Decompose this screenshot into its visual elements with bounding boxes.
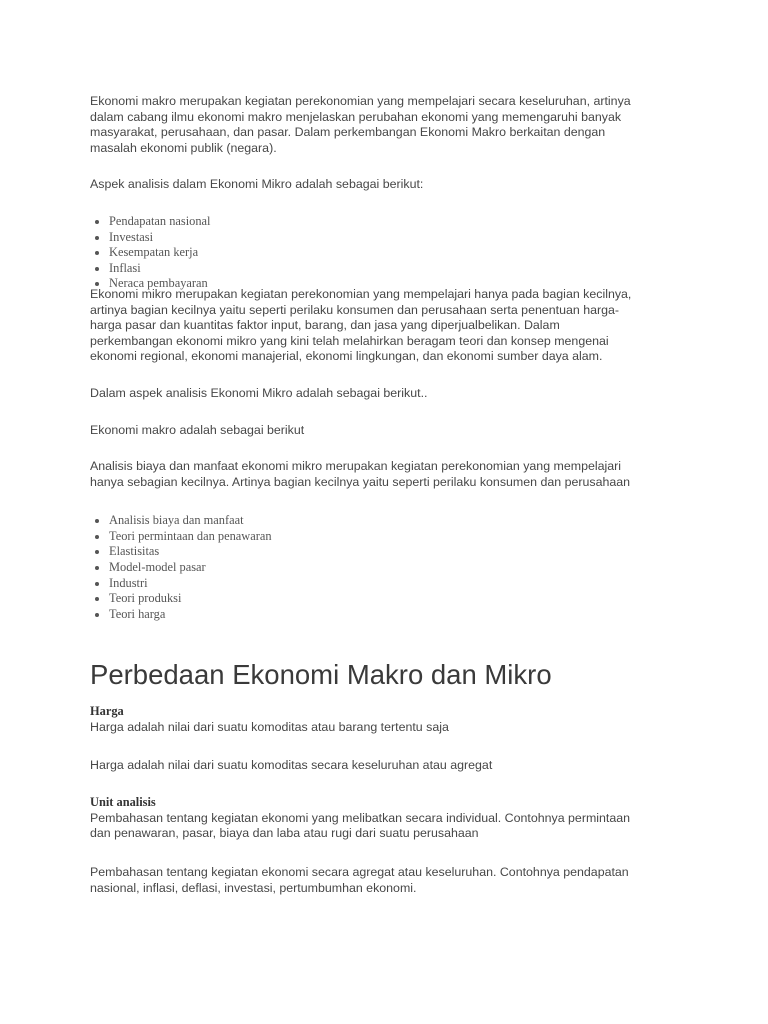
text-line: Pembahasan tentang kegiatan ekonomi secara agregat atau keseluruhan. Contohnya pendapatan: [90, 865, 629, 879]
text-line: dalam cabang ilmu ekonomi makro menjelaskan perubahan ekonomi yang memengaruhi banyak: [90, 109, 622, 124]
text-line: Analisis biaya dan manfaat ekonomi mikro merupakan kegiatan perekonomian yang mempelajari: [90, 459, 622, 474]
macro-is-heading: Ekonomi makro adalah sebagai berikut: [90, 422, 305, 437]
text-line: dan penawaran, pasar, biaya dan laba atau rugi dari suatu perusahaan: [90, 826, 479, 841]
micro-paragraph: [90, 287, 690, 365]
text-line: nasional, inflasi, deflasi, investasi, pertumbumhan ekonomi.: [90, 880, 417, 895]
text-line: Pembahasan tentang kegiatan ekonomi yang melibatkan secara individual. Contohnya permintaan: [90, 810, 631, 825]
intro-paragraph: [90, 94, 690, 156]
harga-micro: Harga adalah nilai dari suatu komoditas atau barang tertentu saja: [90, 720, 449, 735]
cost-benefit-paragraph: [90, 459, 690, 490]
list-item: • Neraca pembayaran: [109, 276, 690, 292]
text-line: masalah ekonomi publik (negara).: [90, 140, 277, 155]
list-item: • Industri: [109, 576, 690, 592]
list-item: • Teori harga: [109, 607, 690, 623]
unit-micro: [90, 811, 690, 842]
document-page: [90, 94, 690, 896]
list-item: • Analisis biaya dan manfaat: [109, 513, 690, 529]
list-item: • Pendapatan nasional: [109, 214, 690, 230]
list-item: • Inflasi: [109, 261, 690, 277]
text-line: perkembangan ekonomi mikro yang kini telah melahirkan beragam teori dan konsep mengenai: [90, 333, 609, 348]
text-line: hanya sebagian kecilnya. Artinya bagian kecilnya yaitu seperti perilaku konsumen dan perusahaan: [90, 474, 631, 489]
list-item: • Teori permintaan dan penawaran: [109, 529, 690, 545]
harga-macro: Harga adalah nilai dari suatu komoditas secara keseluruhan atau agregat: [90, 757, 493, 772]
list-item: • Model-model pasar: [109, 560, 690, 576]
list-item: • Kesempatan kerja: [109, 245, 690, 261]
unit-label: Unit analisis: [90, 795, 156, 810]
list-item: • Teori produksi: [109, 591, 690, 607]
aspect-micro-heading: Dalam aspek analisis Ekonomi Mikro adalah sebagai berikut..: [90, 385, 428, 400]
list-item: • Elastisitas: [109, 544, 690, 560]
list-item: • Investasi: [109, 230, 690, 246]
aspect-macro-heading: Aspek analisis dalam Ekonomi Mikro adalah sebagai berikut:: [90, 177, 424, 192]
text-line: Ekonomi mikro merupakan kegiatan perekonomian yang mempelajari hanya pada bagian kecilnya,: [90, 286, 632, 301]
unit-macro: [90, 865, 690, 896]
text-line: harga pasar dan kuantitas faktor input, barang, dan jasa yang diperjualbelikan. Dalam: [90, 318, 560, 333]
harga-label: Harga: [90, 704, 124, 719]
text-line: Ekonomi makro merupakan kegiatan perekonomian yang mempelajari secara keseluruhan, artinya: [90, 94, 631, 108]
text-line: masyarakat, perusahaan, dan pasar. Dalam perkembangan Ekonomi Makro berkaitan dengan: [90, 125, 606, 140]
macro-aspects-list: [90, 214, 690, 292]
text-line: artinya bagian kecilnya yaitu seperti perilaku konsumen dan perusahaan serta penentuan harga-: [90, 302, 620, 317]
micro-aspects-list: [90, 513, 690, 622]
section-title: Perbedaan Ekonomi Makro dan Mikro: [90, 659, 552, 691]
text-line: ekonomi regional, ekonomi manajerial, ekonomi lingkungan, dan ekonomi sumber daya alam.: [90, 349, 603, 364]
